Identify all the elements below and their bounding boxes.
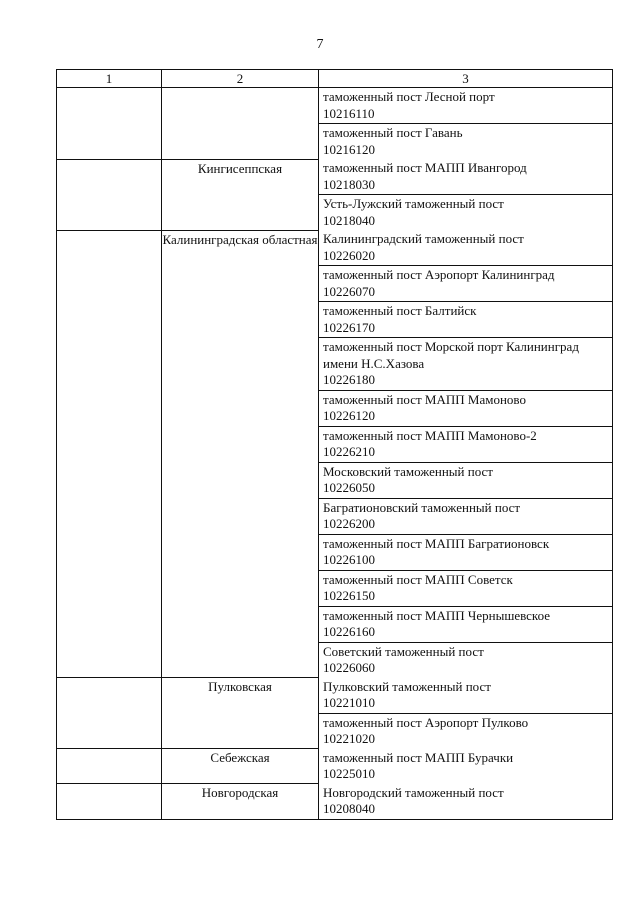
customs-post-entry bbox=[319, 195, 612, 230]
posts-cell bbox=[319, 88, 613, 160]
customs-post-entry bbox=[319, 427, 612, 463]
customs-post-name: таможенный пост Лесной порт bbox=[323, 89, 495, 104]
customs-post-code: 10218030 bbox=[323, 176, 375, 192]
customs-name-cell bbox=[162, 749, 319, 784]
customs-name: Кингисеппская bbox=[197, 160, 283, 176]
customs-post-entry bbox=[319, 88, 612, 124]
customs-post-name: Багратионовский таможенный пост bbox=[323, 499, 521, 515]
customs-name: Новгородская bbox=[201, 785, 279, 800]
customs-post-name: Московский таможенный пост bbox=[323, 463, 493, 479]
customs-post-entry bbox=[319, 678, 612, 714]
header-col-2: 2 bbox=[162, 70, 319, 88]
customs-post-code: 10226160 bbox=[323, 624, 375, 639]
customs-post-name: таможенный пост Балтийск bbox=[323, 303, 477, 318]
page-number: 7 bbox=[316, 37, 324, 52]
customs-table bbox=[56, 69, 613, 820]
customs-post-name: таможенный пост МАПП Чернышевское bbox=[323, 607, 551, 623]
customs-post-entry bbox=[319, 571, 612, 607]
customs-post-code: 10226170 bbox=[323, 319, 375, 335]
col1-cell bbox=[57, 88, 162, 160]
customs-post-entry bbox=[319, 338, 612, 391]
customs-post-code: 10226050 bbox=[323, 480, 375, 495]
header-col-1: 1 bbox=[57, 70, 162, 88]
customs-post-name: таможенный пост Гавань bbox=[323, 125, 463, 140]
customs-post-code: 10226150 bbox=[323, 588, 375, 603]
customs-post-code: 10216120 bbox=[323, 141, 375, 157]
customs-name: Пулковская bbox=[208, 679, 272, 694]
customs-post-code: 10226060 bbox=[323, 660, 375, 675]
customs-post-code: 10226210 bbox=[323, 444, 375, 459]
posts-cell bbox=[319, 784, 613, 820]
table-row bbox=[57, 230, 613, 678]
table-row bbox=[57, 749, 613, 784]
customs-post-name: таможенный пост МАПП Багратионовск bbox=[323, 535, 550, 551]
customs-post-entry bbox=[319, 749, 612, 784]
customs-post-name: Пулковский таможенный пост bbox=[323, 678, 491, 694]
customs-post-entry bbox=[319, 714, 612, 749]
customs-post-entry bbox=[319, 607, 612, 643]
table-body bbox=[57, 88, 613, 820]
customs-post-name: таможенный пост МАПП Ивангород bbox=[323, 160, 527, 175]
customs-name-cell bbox=[162, 784, 319, 820]
customs-post-code: 10225010 bbox=[323, 766, 375, 781]
customs-post-entry bbox=[319, 535, 612, 571]
customs-post-code: 10218040 bbox=[323, 212, 375, 228]
col1-cell bbox=[57, 159, 162, 230]
col1-cell bbox=[57, 678, 162, 749]
table-row bbox=[57, 784, 613, 820]
posts-cell bbox=[319, 678, 613, 749]
customs-post-entry bbox=[319, 463, 612, 499]
customs-post-name: таможенный пост Аэропорт Калининград bbox=[323, 267, 555, 282]
customs-post-entry bbox=[319, 391, 612, 427]
posts-cell bbox=[319, 159, 613, 230]
customs-post-entry bbox=[319, 266, 612, 302]
header-row bbox=[57, 70, 613, 88]
customs-name-cell bbox=[162, 88, 319, 160]
customs-post-code: 10226100 bbox=[323, 552, 375, 567]
table-row bbox=[57, 678, 613, 749]
customs-post-entry bbox=[319, 784, 612, 819]
customs-name-cell bbox=[162, 159, 319, 230]
customs-post-code: 10226070 bbox=[323, 283, 375, 299]
customs-name: Себежская bbox=[210, 750, 270, 765]
customs-post-code: 10216110 bbox=[323, 105, 375, 121]
customs-post-name: таможенный пост МАПП Советск bbox=[323, 571, 513, 587]
table-row bbox=[57, 159, 613, 230]
customs-post-name: таможенный пост Аэропорт Пулково bbox=[323, 714, 529, 730]
customs-post-name: таможенный пост МАПП Мамоново-2 bbox=[323, 427, 537, 443]
customs-post-code: 10208040 bbox=[323, 801, 375, 816]
header-col-3: 3 bbox=[319, 70, 613, 88]
customs-post-name: таможенный пост МАПП Бурачки bbox=[323, 749, 514, 765]
customs-post-name: таможенный пост МАПП Мамоново bbox=[323, 391, 526, 407]
customs-post-code: 10226200 bbox=[323, 516, 375, 531]
customs-post-name: Усть-Лужский таможенный пост bbox=[323, 196, 504, 211]
customs-name-cell bbox=[162, 678, 319, 749]
table-row bbox=[57, 88, 613, 160]
col1-cell bbox=[57, 749, 162, 784]
customs-post-code: 10226120 bbox=[323, 408, 375, 423]
customs-post-entry bbox=[319, 302, 612, 338]
customs-post-entry bbox=[319, 643, 612, 678]
customs-post-entry bbox=[319, 230, 612, 266]
posts-cell bbox=[319, 230, 613, 678]
customs-post-entry bbox=[319, 124, 612, 159]
customs-post-name: Советский таможенный пост bbox=[323, 643, 484, 659]
customs-post-entry bbox=[319, 159, 612, 195]
customs-post-name: Новгородский таможенный пост bbox=[323, 784, 504, 800]
customs-post-code: 10226180 bbox=[323, 372, 375, 387]
posts-cell bbox=[319, 749, 613, 784]
col1-cell bbox=[57, 230, 162, 678]
col1-cell bbox=[57, 784, 162, 820]
customs-name-cell bbox=[162, 230, 319, 678]
customs-post-code: 10226020 bbox=[323, 247, 375, 263]
customs-post-code: 10221020 bbox=[323, 731, 375, 746]
customs-post-name: таможенный пост Морской порт Калининград имени Н.С.Хазова bbox=[323, 339, 579, 371]
customs-post-entry bbox=[319, 499, 612, 535]
customs-name: Калининградская областная bbox=[162, 231, 318, 247]
customs-post-name: Калининградский таможенный пост bbox=[323, 231, 524, 246]
customs-post-code: 10221010 bbox=[323, 695, 375, 710]
